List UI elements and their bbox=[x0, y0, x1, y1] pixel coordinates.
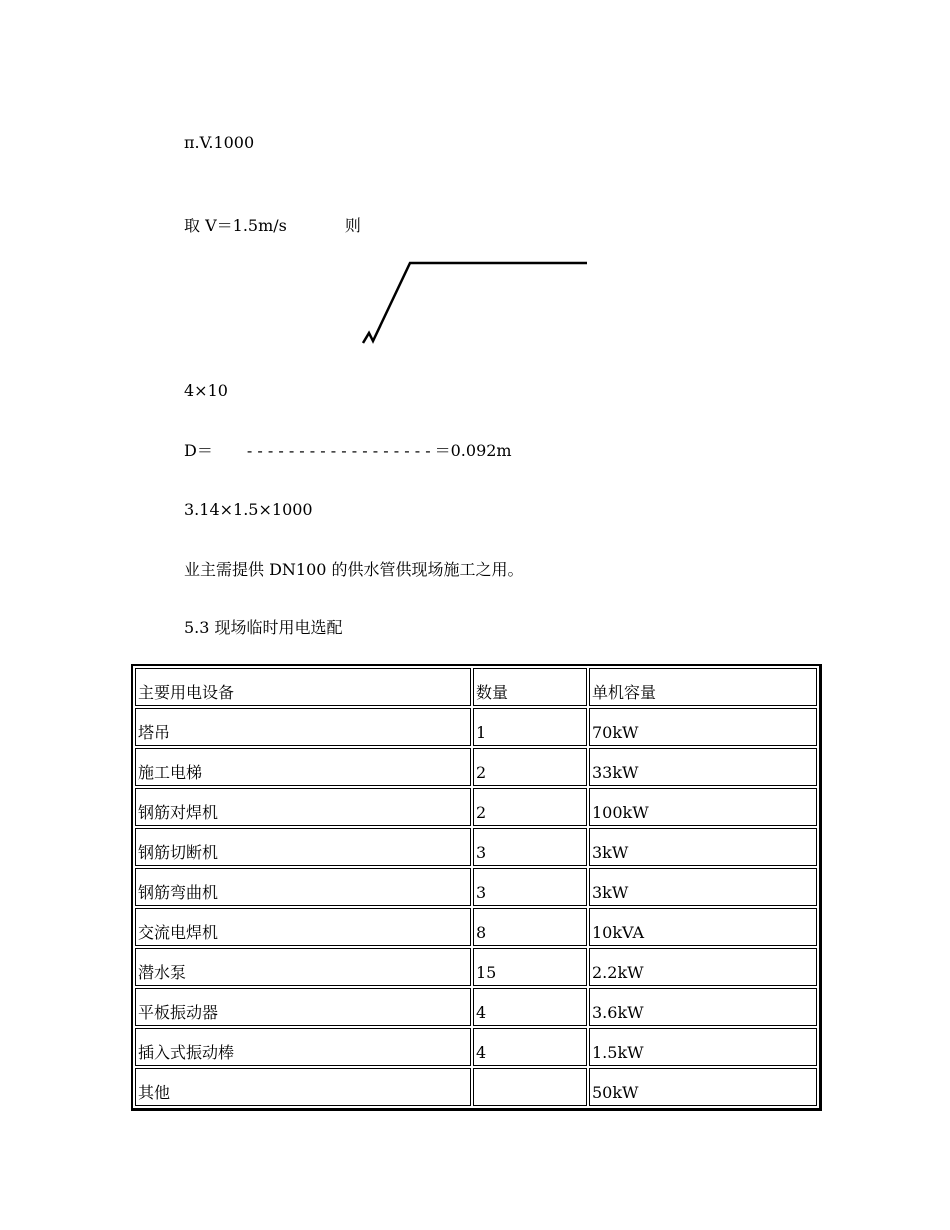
header-capacity: 单机容量 bbox=[589, 668, 817, 706]
cell-quantity: 15 bbox=[473, 948, 587, 986]
table-row bbox=[135, 948, 817, 986]
cell-equipment: 钢筋切断机 bbox=[135, 828, 471, 866]
table-row bbox=[135, 788, 817, 826]
fraction-denominator: 3.14×1.5×1000 bbox=[184, 500, 313, 519]
cell-capacity: 10kVA bbox=[589, 908, 817, 946]
header-equipment: 主要用电设备 bbox=[135, 668, 471, 706]
cell-quantity: 2 bbox=[473, 788, 587, 826]
table-row bbox=[135, 868, 817, 906]
cell-equipment: 钢筋对焊机 bbox=[135, 788, 471, 826]
fraction-numerator: 4×10 bbox=[184, 381, 228, 400]
table-row bbox=[135, 708, 817, 746]
cell-capacity: 3.6kW bbox=[589, 988, 817, 1026]
fraction-bar: - - - - - - - - - - - - - - - - - - bbox=[246, 441, 431, 460]
cell-quantity: 8 bbox=[473, 908, 587, 946]
cell-equipment: 钢筋弯曲机 bbox=[135, 868, 471, 906]
velocity-assumption bbox=[184, 216, 361, 236]
velocity-assumption-suffix: 则 bbox=[344, 216, 361, 235]
cell-quantity: 2 bbox=[473, 748, 587, 786]
cell-capacity: 3kW bbox=[589, 868, 817, 906]
cell-equipment: 交流电焊机 bbox=[135, 908, 471, 946]
cell-quantity: 1 bbox=[473, 708, 587, 746]
cell-equipment: 平板振动器 bbox=[135, 988, 471, 1026]
table-row bbox=[135, 908, 817, 946]
cell-equipment: 插入式振动棒 bbox=[135, 1028, 471, 1066]
table-row bbox=[135, 988, 817, 1026]
table-row bbox=[135, 828, 817, 866]
equation-lhs: D＝ bbox=[184, 441, 213, 460]
cell-equipment: 塔吊 bbox=[135, 708, 471, 746]
square-root-sign-icon bbox=[355, 255, 595, 350]
cell-capacity: 33kW bbox=[589, 748, 817, 786]
water-supply-note: 业主需提供 DN100 的供水管供现场施工之用。 bbox=[184, 560, 524, 579]
diameter-equation bbox=[184, 441, 512, 461]
table-row bbox=[135, 748, 817, 786]
cell-capacity: 100kW bbox=[589, 788, 817, 826]
cell-capacity: 50kW bbox=[589, 1068, 817, 1106]
cell-equipment: 其他 bbox=[135, 1068, 471, 1106]
cell-capacity: 2.2kW bbox=[589, 948, 817, 986]
cell-capacity: 1.5kW bbox=[589, 1028, 817, 1066]
cell-equipment: 施工电梯 bbox=[135, 748, 471, 786]
section-title: 5.3 现场临时用电选配 bbox=[184, 618, 343, 637]
table-header-row bbox=[135, 668, 817, 706]
cell-capacity: 3kW bbox=[589, 828, 817, 866]
cell-quantity: 4 bbox=[473, 1028, 587, 1066]
cell-quantity: 4 bbox=[473, 988, 587, 1026]
velocity-assumption-prefix: 取 V＝1.5m/s bbox=[184, 216, 287, 235]
equipment-table bbox=[131, 664, 822, 1111]
cell-capacity: 70kW bbox=[589, 708, 817, 746]
cell-equipment: 潜水泵 bbox=[135, 948, 471, 986]
table-row bbox=[135, 1068, 817, 1106]
cell-quantity bbox=[473, 1068, 587, 1106]
formula-denominator-text: π.V.1000 bbox=[184, 133, 255, 152]
table-row bbox=[135, 1028, 817, 1066]
cell-quantity: 3 bbox=[473, 828, 587, 866]
header-quantity: 数量 bbox=[473, 668, 587, 706]
equation-result: ＝0.092m bbox=[434, 441, 512, 460]
cell-quantity: 3 bbox=[473, 868, 587, 906]
